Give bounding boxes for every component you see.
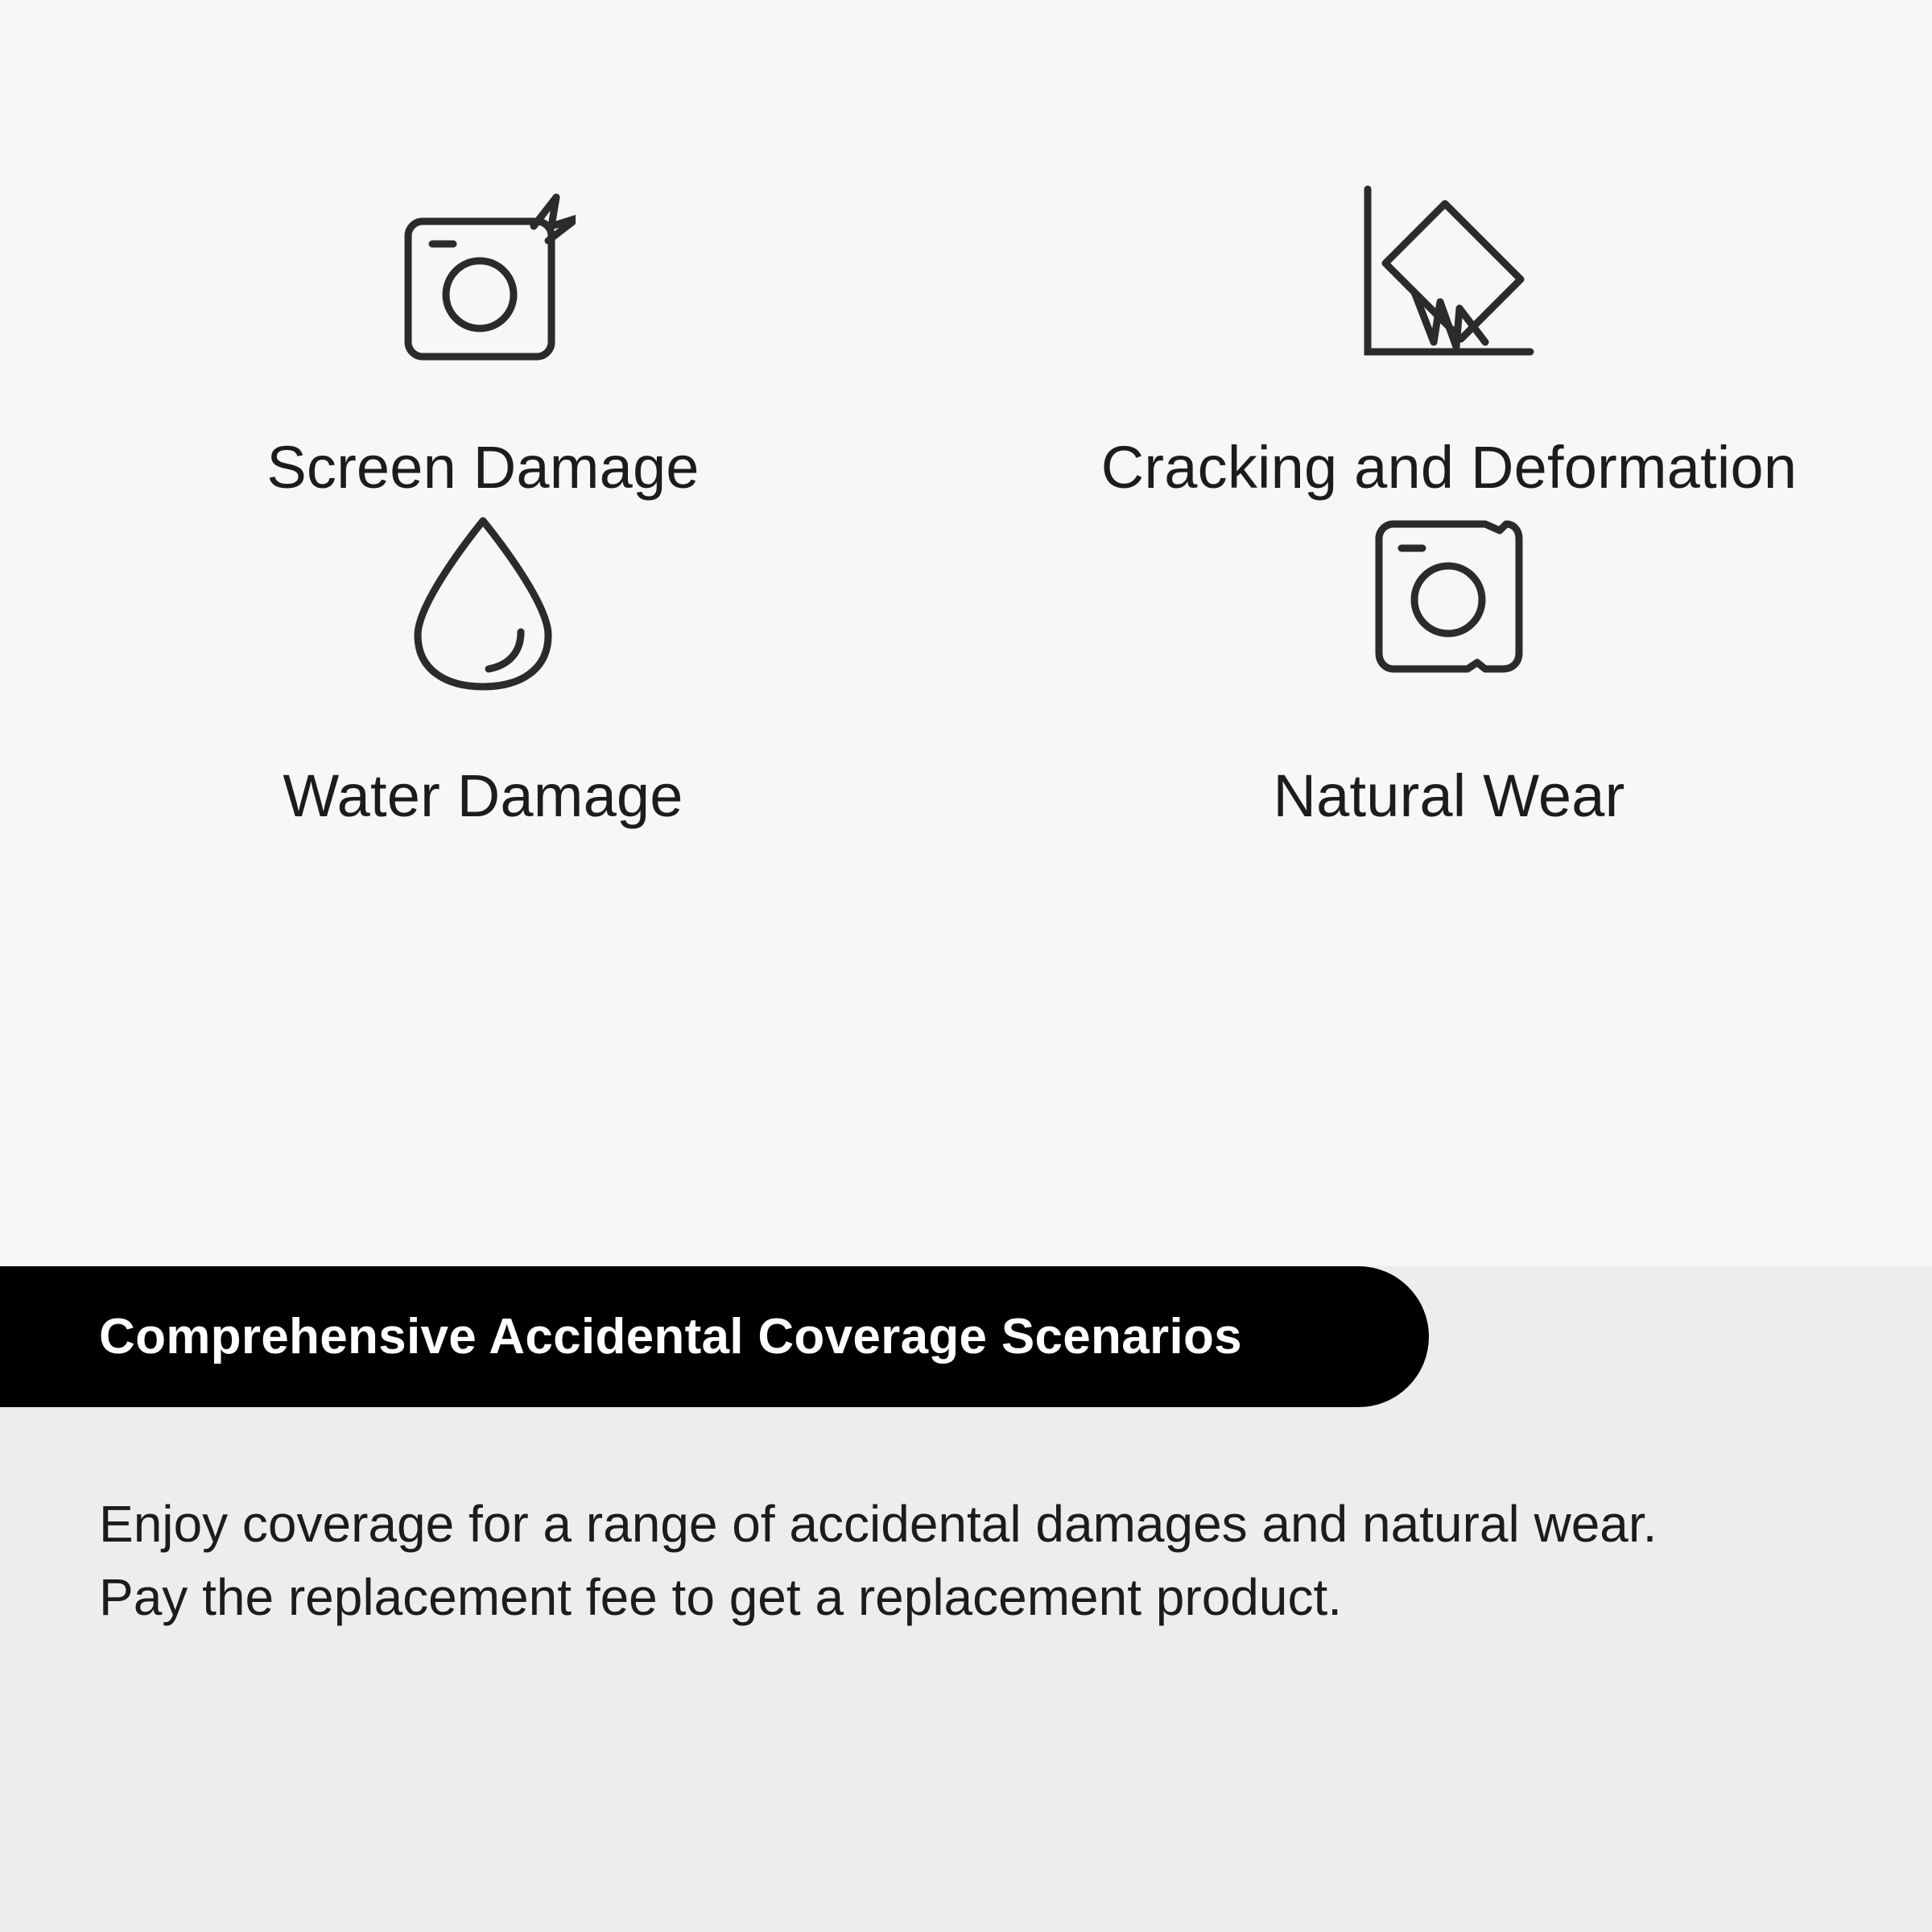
water-drop-icon	[362, 497, 604, 707]
scenario-label: Screen Damage	[266, 434, 700, 501]
scenario-item-water-damage	[0, 497, 966, 829]
scenario-label: Cracking and Deformation	[1100, 434, 1798, 501]
screen-damage-icon	[362, 169, 604, 378]
banner-title: Comprehensive Accidental Coverage Scenarios	[99, 1309, 1242, 1364]
scenario-item-natural-wear	[966, 497, 1932, 829]
coverage-banner	[0, 1266, 1429, 1407]
coverage-scenarios-grid	[0, 169, 1932, 829]
description-line-2: Pay the replacement fee to get a replacement product.	[99, 1567, 1343, 1626]
description-section	[0, 1407, 1932, 1932]
description-line-1: Enjoy coverage for a range of accidental damages and natural wear.	[99, 1495, 1657, 1553]
banner-zone	[0, 1266, 1932, 1407]
scenario-label: Water Damage	[283, 762, 683, 829]
natural-wear-icon	[1328, 497, 1570, 707]
description-text	[99, 1488, 1806, 1634]
scenario-label: Natural Wear	[1273, 762, 1625, 829]
scenario-item-cracking-deformation	[966, 169, 1932, 501]
cracking-deformation-icon	[1328, 169, 1570, 378]
scenario-item-screen-damage	[0, 169, 966, 501]
